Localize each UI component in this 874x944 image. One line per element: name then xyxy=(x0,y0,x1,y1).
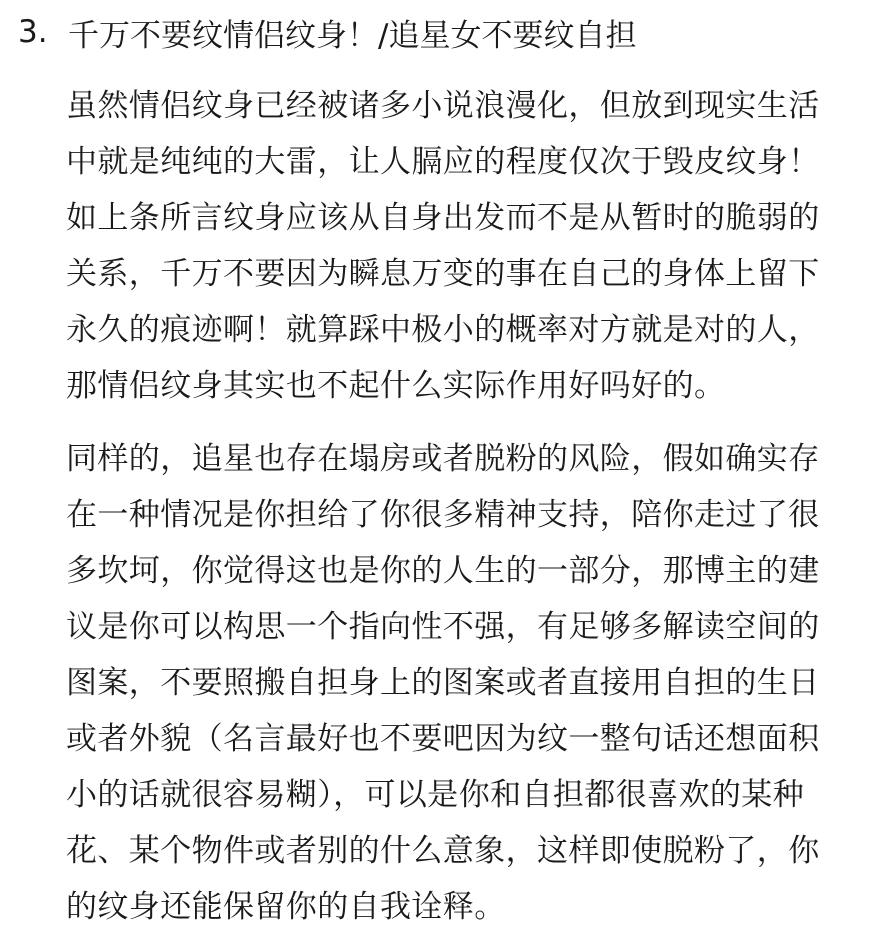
text-line: 关系，千万不要因为瞬息万变的事在自己的身体上留下 xyxy=(66,256,820,292)
item-title: 千万不要纹情侣纹身！/追星女不要纹自担 xyxy=(68,17,637,54)
text-line: 多坎坷，你觉得这也是你的人生的一部分，那博主的建 xyxy=(66,553,820,589)
text-line: 同样的，追星也存在塌房或者脱粉的风险，假如确实存 xyxy=(66,441,820,477)
text-line: 那情侣纹身其实也不起什么实际作用好吗好的。 xyxy=(66,368,726,404)
text-line: 或者外貌（名言最好也不要吧因为纹一整句话还想面积 xyxy=(66,721,820,757)
item-heading xyxy=(18,8,636,56)
item-number: 3. xyxy=(18,14,48,50)
text-line: 小的话就很容易糊），可以是你和自担都很喜欢的某种 xyxy=(66,777,805,813)
text-line: 在一种情况是你担给了你很多精神支持，陪你走过了很 xyxy=(66,497,820,533)
text-line: 图案，不要照搬自担身上的图案或者直接用自担的生日 xyxy=(66,665,820,701)
text-line: 中就是纯纯的大雷，让人膈应的程度仅次于毁皮纹身！ xyxy=(66,144,820,180)
text-line: 议是你可以构思一个指向性不强，有足够多解读空间的 xyxy=(66,609,820,645)
text-line: 如上条所言纹身应该从自身出发而不是从暂时的脆弱的 xyxy=(66,200,820,236)
paragraph-idol-tattoo xyxy=(66,431,856,935)
text-line: 虽然情侣纹身已经被诸多小说浪漫化，但放到现实生活 xyxy=(66,88,820,124)
paragraph-couple-tattoo xyxy=(66,78,856,414)
text-line: 花、某个物件或者别的什么意象，这样即使脱粉了，你 xyxy=(66,833,820,869)
text-line: 的纹身还能保留你的自我诠释。 xyxy=(66,889,506,925)
text-line: 永久的痕迹啊！就算踩中极小的概率对方就是对的人， xyxy=(66,312,820,348)
